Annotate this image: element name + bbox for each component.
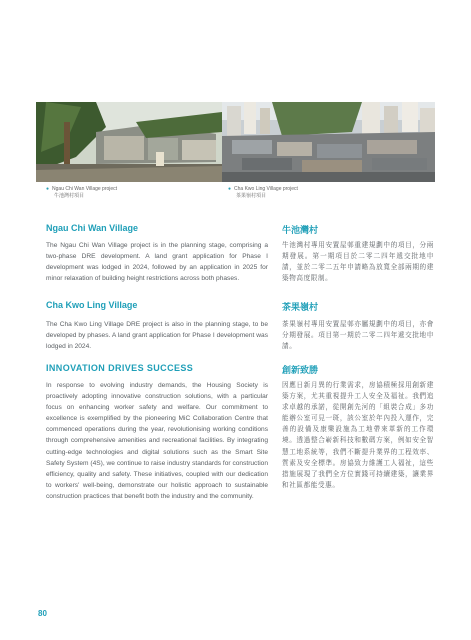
body-ngau-chi-wan-en: The Ngau Chi Wan Village project is in the planning stage, comprising a two-phase DRE development. A land grant application for Phase I development was lodged in 2024, followed by an application in 2025 for minor relaxation of building height restrictions across both phases. [46,242,268,283]
photo-caption-ngau-chi-wan: ● Ngau Chi Wan Village project 牛池灣村項目 [46,186,118,199]
bullet-icon: ● [228,186,232,192]
photo-caption-cha-kwo-ling: ● Cha Kwo Ling Village project 茶果嶺村項目 [228,186,298,199]
heading-innovation-zh: 創新致勝 [282,365,319,375]
heading-ngau-chi-wan-zh: 牛池灣村 [282,225,319,235]
body-cha-kwo-ling-zh: 茶果嶺村專用安置屋邨亦屬規劃中的項目，亦會分期發展。項目第一期於二零二四年遞交批地申請。 [282,321,434,351]
heading-cha-kwo-ling-zh: 茶果嶺村 [282,302,319,312]
ngau-chi-wan-village-photo [36,102,222,182]
body-innovation-zh: 因應日新月異的行業需求，房協積極採用創新建築方案，尤其重視提升工人安全及福祉。我們追求卓越的承諾，從開創先河的「組裝合成」多功能辦公室可見一斑，該公室於年內投入運作，完善的設備及康樂設施為工地帶來革新的工作環境。透過整合嶄新科技和數碼方案，例如安全智慧工地系統等，我們不斷提升業界的工程效率、質素及安全標準。房協致力維護工人福祉，這些措施展現了我們全方位實踐可持續建築，讓業界和社區都能受惠。 [282,382,434,489]
heading-innovation-en: INNOVATION DRIVES SUCCESS [46,363,194,373]
body-innovation-en: In response to evolving industry demands, the Housing Society is proactively adopting innovative construction solutions, with a particular focus on enhancing worker safety and welfare. Our commitment to excellence is exemplified by the pioneering MiC Collaboration Centre that commenced operations during the year, revolutionising working conditions through comprehensive amenities and recreational facilities. By integrating cutting-edge technologies and digital solutions such as the Smart Site Safety System (4S), we continue to raise industry standards for construction efficiency, quality and safety. These initiatives, coupled with our dedication to workers' well-being, demonstrate our holistic approach to sustainable construction practices that benefit both the industry and the community. [46,382,268,500]
bullet-icon: ● [46,186,50,192]
heading-cha-kwo-ling-en: Cha Kwo Ling Village [46,300,138,310]
body-ngau-chi-wan-zh: 牛池灣村專用安置屋邨重建規劃中的項目，分兩期發展。第一期項目於二零二四年遞交批地申請，並於二零二五年申請略為放寬全部兩期的建築物高度限制。 [282,242,434,283]
page-number: 80 [38,609,47,618]
cha-kwo-ling-village-photo [222,102,435,182]
body-cha-kwo-ling-en: The Cha Kwo Ling Village DRE project is also in the planning stage, to be developed by phases. A land grant application for Phase I development was lodged in 2024. [46,321,268,351]
heading-ngau-chi-wan-en: Ngau Chi Wan Village [46,223,139,233]
